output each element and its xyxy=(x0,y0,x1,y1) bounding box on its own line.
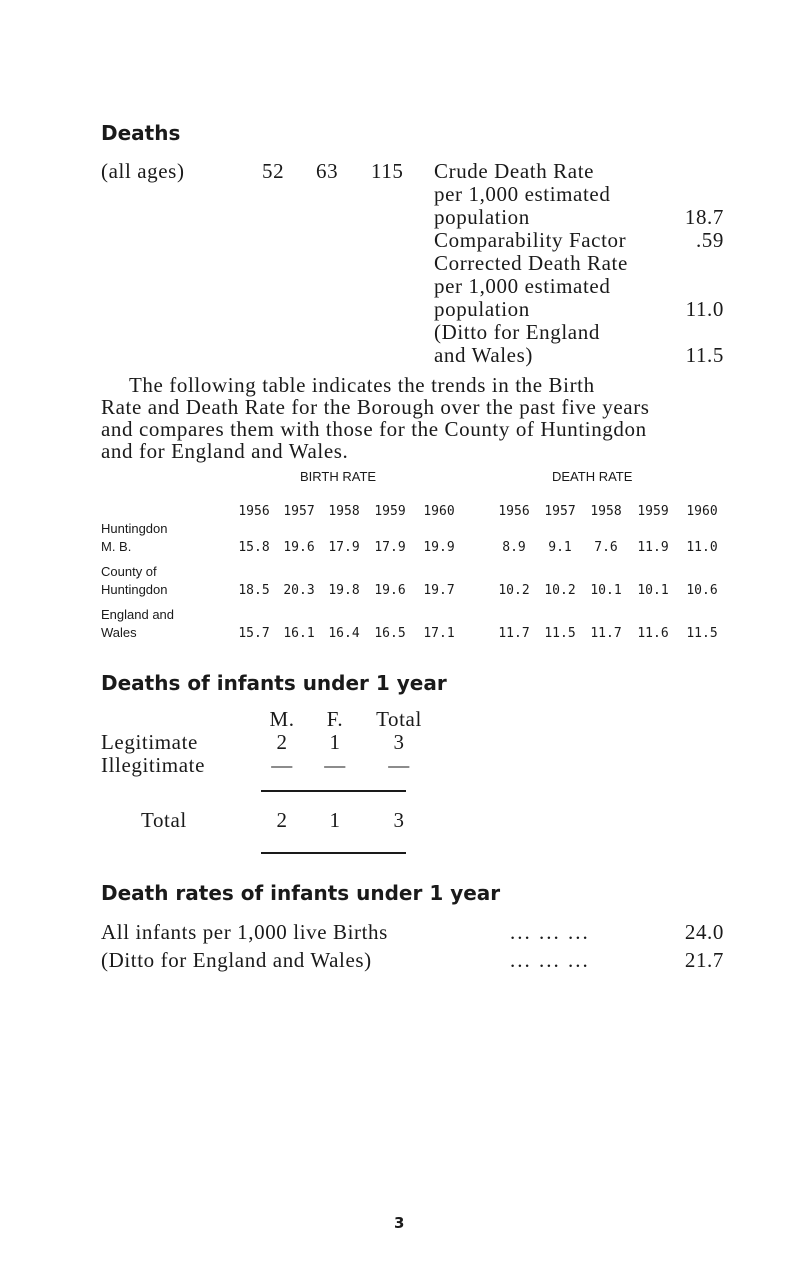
year-header: 1957 xyxy=(283,504,315,519)
deaths-male-count: 52 xyxy=(262,159,285,183)
death-rate-cell: 11.5 xyxy=(544,626,576,641)
infants-row-label: Legitimate xyxy=(101,730,198,754)
birth-rate-cell: 17.1 xyxy=(423,626,455,641)
death-rate-header: DEATH RATE xyxy=(552,469,633,484)
death-rate-cell: 11.9 xyxy=(637,540,669,555)
infants-total-cell: 3 xyxy=(393,808,405,832)
infants-col-total: Total xyxy=(376,707,422,731)
total-rule-top xyxy=(261,790,406,792)
infants-col-female: F. xyxy=(326,707,344,731)
infant-deaths-heading: Deaths of infants under 1 year xyxy=(101,671,447,695)
note-line: Crude Death Rate xyxy=(434,159,595,183)
year-header: 1957 xyxy=(544,504,576,519)
death-rate-cell: 10.1 xyxy=(590,583,622,598)
comparability-factor-value: .59 xyxy=(695,228,724,252)
infants-cell: 1 xyxy=(329,730,341,754)
infants-total-cell: 2 xyxy=(276,808,288,832)
death-rate-cell: 10.2 xyxy=(544,583,576,598)
infants-cell: 3 xyxy=(393,730,405,754)
infants-total-label: Total xyxy=(141,808,187,832)
deaths-total-count: 115 xyxy=(371,159,404,183)
birth-rate-cell: 16.4 xyxy=(328,626,360,641)
death-rate-cell: 10.1 xyxy=(637,583,669,598)
year-header: 1960 xyxy=(686,504,718,519)
table-row-label: Huntingdon xyxy=(101,582,168,597)
year-header: 1958 xyxy=(328,504,360,519)
year-header: 1958 xyxy=(590,504,622,519)
birth-rate-cell: 19.6 xyxy=(374,583,406,598)
birth-rate-cell: 19.6 xyxy=(283,540,315,555)
infants-cell: — xyxy=(271,753,293,777)
leader-dots: ... ... ... xyxy=(510,920,590,944)
year-header: 1960 xyxy=(423,504,455,519)
infants-cell: 2 xyxy=(276,730,288,754)
birth-rate-cell: 17.9 xyxy=(328,540,360,555)
table-row-label: England and xyxy=(101,607,175,622)
infants-cell: — xyxy=(324,753,346,777)
trends-paragraph xyxy=(101,375,731,463)
deaths-heading: Deaths xyxy=(101,121,181,145)
leader-dots: ... ... ... xyxy=(510,948,590,972)
total-rule-bottom xyxy=(261,852,406,854)
infants-row-label: Illegitimate xyxy=(101,753,205,777)
birth-rate-cell: 15.8 xyxy=(238,540,270,555)
infants-cell: — xyxy=(388,753,410,777)
birth-rate-cell: 19.7 xyxy=(423,583,455,598)
paragraph-line: The following table indicates the trends in the Birth xyxy=(129,373,595,397)
death-rate-cell: 8.9 xyxy=(502,540,526,555)
table-row-label: County of xyxy=(101,564,157,579)
note-line: Corrected Death Rate xyxy=(434,251,628,275)
infant-rate-value: 21.7 xyxy=(684,948,724,972)
death-rate-cell: 11.7 xyxy=(498,626,530,641)
year-header: 1959 xyxy=(374,504,406,519)
infant-rate-label: All infants per 1,000 live Births xyxy=(101,920,388,944)
year-header: 1956 xyxy=(238,504,270,519)
death-rate-notes xyxy=(434,161,724,368)
england-wales-death-rate-value: 11.5 xyxy=(685,343,724,367)
deaths-female-count: 63 xyxy=(316,159,339,183)
note-line: per 1,000 estimated xyxy=(434,274,611,298)
table-row-label: Huntingdon xyxy=(101,521,168,536)
page-number: 3 xyxy=(394,1214,405,1232)
death-rate-cell: 11.5 xyxy=(686,626,718,641)
death-rate-cell: 11.6 xyxy=(637,626,669,641)
birth-rate-cell: 16.1 xyxy=(283,626,315,641)
infant-rate-label: (Ditto for England and Wales) xyxy=(101,948,372,972)
year-header: 1959 xyxy=(637,504,669,519)
death-rate-cell: 11.7 xyxy=(590,626,622,641)
note-line: Comparability Factor .59 xyxy=(434,228,724,252)
paragraph-line: Rate and Death Rate for the Borough over the past five years xyxy=(101,395,650,419)
note-line: per 1,000 estimated xyxy=(434,182,611,206)
death-rate-cell: 11.0 xyxy=(686,540,718,555)
infant-rates-heading: Death rates of infants under 1 year xyxy=(101,881,501,905)
death-rate-cell: 9.1 xyxy=(548,540,572,555)
paragraph-line: and compares them with those for the County of Huntingdon xyxy=(101,417,647,441)
deaths-row-label: (all ages) xyxy=(101,159,185,183)
infant-rate-value: 24.0 xyxy=(684,920,724,944)
note-line: (Ditto for England xyxy=(434,320,600,344)
corrected-death-rate-value: 11.0 xyxy=(685,297,724,321)
crude-death-rate-value: 18.7 xyxy=(684,205,724,229)
birth-rate-cell: 19.9 xyxy=(423,540,455,555)
death-rate-cell: 10.6 xyxy=(686,583,718,598)
infants-total-cell: 1 xyxy=(329,808,341,832)
death-rate-cell: 10.2 xyxy=(498,583,530,598)
birth-rate-cell: 16.5 xyxy=(374,626,406,641)
paragraph-line: and for England and Wales. xyxy=(101,439,349,463)
birth-rate-cell: 18.5 xyxy=(238,583,270,598)
year-header: 1956 xyxy=(498,504,530,519)
note-line: population 18.7 xyxy=(434,205,724,229)
note-line: population 11.0 xyxy=(434,297,724,321)
death-rate-cell: 7.6 xyxy=(594,540,618,555)
table-row-label: M. B. xyxy=(101,539,132,554)
birth-rate-header: BIRTH RATE xyxy=(300,469,377,484)
birth-rate-cell: 20.3 xyxy=(283,583,315,598)
birth-rate-cell: 17.9 xyxy=(374,540,406,555)
table-row-label: Wales xyxy=(101,625,137,640)
infants-col-male: M. xyxy=(269,707,295,731)
note-line: and Wales) 11.5 xyxy=(434,343,724,367)
birth-rate-cell: 19.8 xyxy=(328,583,360,598)
birth-rate-cell: 15.7 xyxy=(238,626,270,641)
